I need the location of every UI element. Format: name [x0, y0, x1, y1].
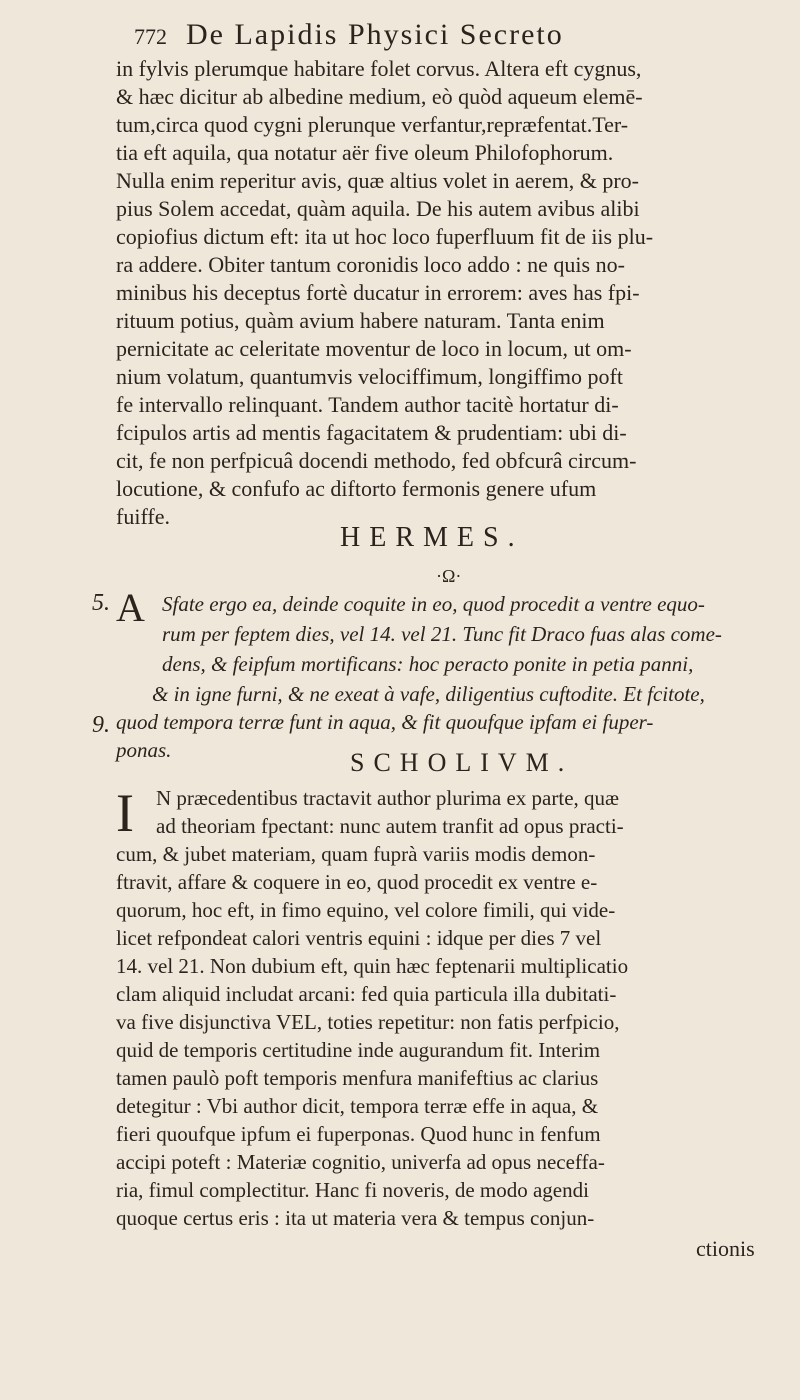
text-line: clam aliquid includat arcani: fed quia particula illa dubitati- — [116, 982, 617, 1006]
text-line: ria, fimul complectitur. Hanc fi noveris, de modo agendi — [116, 1178, 589, 1202]
text-line: cit, fe non perfpicuâ docendi methodo, fed obfcurâ circum- — [116, 448, 637, 473]
text-line: va five disjunctiva VEL, toties repetitur: non fatis perfpicio, — [116, 1010, 620, 1034]
text-line: copiofius dictum eft: ita ut hoc loco fuperfluum fit de iis plu- — [116, 224, 654, 249]
text-line: locutione, & confufo ac diftorto fermonis genere ufum — [116, 476, 597, 501]
italic-line: rum per feptem dies, vel 14. vel 21. Tunc fit Draco fuas alas come- — [162, 622, 722, 646]
text-line: 14. vel 21. Non dubium eft, quin hæc feptenarii multiplicatio — [116, 954, 629, 978]
hermes-dropcap: A — [116, 585, 145, 630]
text-line: tamen paulò poft temporis menfura manifeftius ac clarius — [116, 1066, 599, 1090]
text-line: rituum potius, quàm avium habere naturam. Tanta enim — [116, 308, 605, 333]
text-line: licet refpondeat calori ventris equini : idque per dies 7 vel — [116, 926, 602, 950]
text-line: quorum, hoc eft, in fimo equino, vel colore fimili, qui vide- — [116, 898, 616, 922]
text-line: N præcedentibus tractavit author plurima ex parte, quæ — [156, 786, 620, 810]
text-line: accipi poteft : Materiæ cognitio, univerfa ad opus neceffa- — [116, 1150, 605, 1174]
text-line: fe intervallo relinquant. Tandem author tacitè hortatur di- — [116, 392, 619, 417]
margin-note-9: 9. — [92, 712, 110, 738]
text-line: tum,circa quod cygni plerunque verfantur,repræfentat.Ter- — [116, 112, 629, 137]
text-line: fuiffe. — [116, 504, 170, 529]
text-line: tia eft aquila, qua notatur aër five oleum Philofophorum. — [116, 140, 614, 165]
italic-line: & in igne furni, & ne exeat à vafe, diligentius cuftodite. Et fcitote, — [152, 682, 705, 706]
text-line: ad theoriam fpectant: nunc autem tranfit ad opus practi- — [156, 814, 624, 838]
italic-line: Sfate ergo ea, deinde coquite in eo, quod procedit a ventre equo- — [162, 592, 705, 616]
text-line: pernicitate ac celeritate moventur de loco in locum, ut om- — [116, 336, 632, 361]
text-line: detegitur : Vbi author dicit, tempora terræ effe in aqua, & — [116, 1094, 599, 1118]
catchword: ctionis — [696, 1236, 755, 1261]
running-title: De Lapidis Physici Secreto — [186, 18, 564, 51]
text-line: & hæc dicitur ab albedine medium, eò quòd aqueum elemē- — [116, 84, 643, 109]
text-line: quid de temporis certitudine inde augurandum fit. Interim — [116, 1038, 601, 1062]
scholium-heading: SCHOLIVM. — [350, 748, 574, 777]
italic-line: quod tempora terræ funt in aqua, & fit quoufque ipfam ei fuper- — [116, 710, 654, 734]
margin-note-5: 5. — [92, 590, 110, 616]
text-line: in fylvis plerumque habitare folet corvus. Altera eft cygnus, — [116, 56, 642, 81]
text-line: minibus his deceptus fortè ducatur in errorem: aves has fpi- — [116, 280, 640, 305]
page-header — [134, 18, 754, 58]
ornament-glyph: ·Ω· — [436, 566, 462, 586]
text-line: fcipulos artis ad mentis fagacitatem & prudentiam: ubi di- — [116, 420, 627, 445]
page-number: 772 — [134, 24, 167, 49]
text-line: quoque certus eris : ita ut materia vera & tempus conjun- — [116, 1206, 595, 1230]
italic-line: dens, & feipfum mortificans: hoc peracto ponite in petia panni, — [162, 652, 694, 676]
italic-line: ponas. — [116, 738, 172, 762]
hermes-heading: HERMES. — [340, 522, 524, 553]
text-line: cum, & jubet materiam, quam fuprà variis modis demon- — [116, 842, 596, 866]
text-line: ftravit, affare & coquere in eo, quod procedit ex ventre e- — [116, 870, 598, 894]
text-line: nium volatum, quantumvis velociffimum, longiffimo poft — [116, 364, 623, 389]
scholium-dropcap: I — [116, 783, 134, 843]
text-line: ra addere. Obiter tantum coronidis loco addo : ne quis no- — [116, 252, 625, 277]
text-line: Nulla enim reperitur avis, quæ altius volet in aerem, & pro- — [116, 168, 639, 193]
text-line: fieri quoufque ipfum ei fuperponas. Quod hunc in fenfum — [116, 1122, 601, 1146]
text-line: pius Solem accedat, quàm aquila. De his autem avibus alibi — [116, 196, 640, 221]
